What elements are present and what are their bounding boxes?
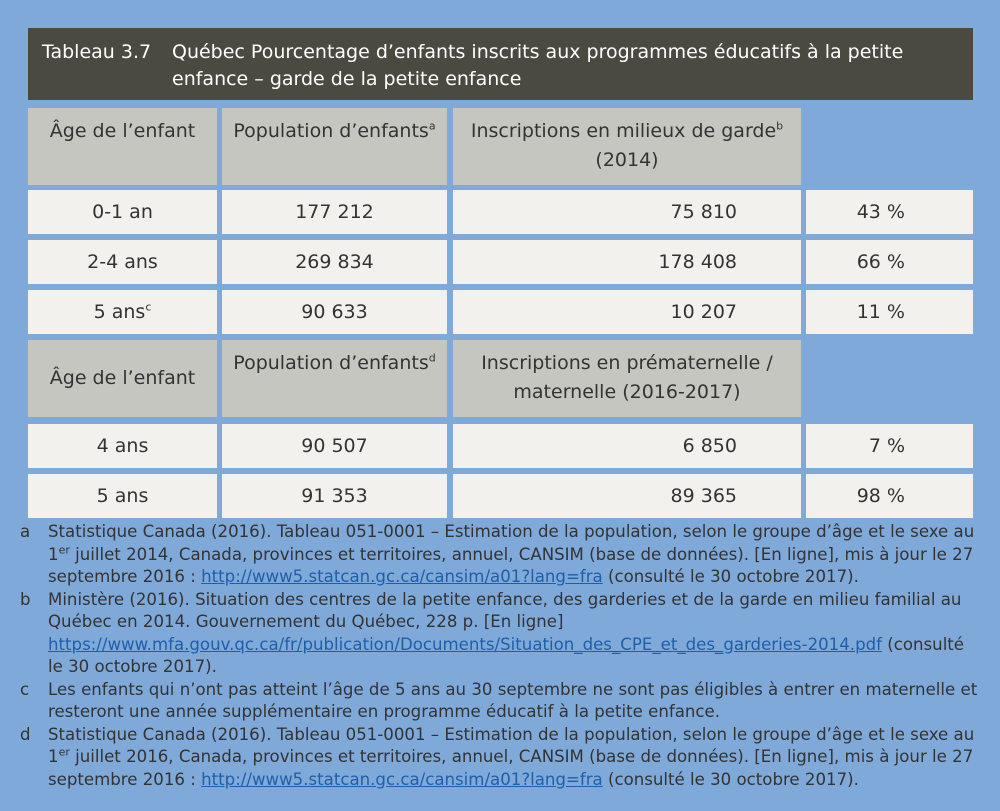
table2-row-1-population — [222, 424, 447, 468]
footnotes — [20, 521, 980, 791]
header-inscriptions — [453, 108, 801, 185]
cell-text: 5 ans — [93, 301, 146, 323]
header-inscriptions-label: Inscriptions en milieux de garde — [470, 120, 777, 142]
table2-row-2-age — [28, 474, 217, 518]
footnote-b — [20, 589, 980, 679]
cell-text: 11 % — [856, 301, 905, 323]
header2-inscriptions — [453, 340, 801, 417]
table2-row-1-inscriptions — [453, 424, 801, 468]
cell-text: 89 365 — [670, 485, 737, 507]
table-row-2-inscriptions — [453, 240, 801, 284]
cell-text: 75 810 — [670, 201, 737, 223]
header2-population-label: Population d’enfants — [233, 352, 429, 374]
cell-text: 2-4 ans — [87, 251, 158, 273]
cell-text: 98 % — [856, 485, 905, 507]
table-row-2-age — [28, 240, 217, 284]
cell-text: 90 507 — [301, 435, 368, 457]
footnote-ref-d: d — [428, 351, 436, 365]
header2-population — [222, 340, 447, 417]
table-row-3-population — [222, 290, 447, 334]
header2-inscriptions-line2: maternelle (2016-2017) — [513, 381, 741, 403]
cell-text: 4 ans — [96, 435, 149, 457]
statcan-link[interactable]: http://www5.statcan.gc.ca/cansim/a01?lang=fra — [201, 769, 603, 789]
footnote-d — [20, 724, 980, 792]
table-row-1-population — [222, 190, 447, 234]
footnote-ref-b: b — [776, 119, 784, 133]
header-age-label: Âge de l’enfant — [49, 120, 196, 142]
footnote-body — [48, 521, 980, 589]
table-row-3-inscriptions — [453, 290, 801, 334]
footnote-body: Les enfants qui n’ont pas atteint l’âge de 5 ans au 30 septembre ne sont pas éligibles à entrer en maternelle et resteront une année supplémentaire en programme éducatif à la petite enfance. — [48, 679, 978, 721]
table-row-3-percent — [806, 290, 973, 334]
table2-row-2-percent — [806, 474, 973, 518]
table2-row-2-inscriptions — [453, 474, 801, 518]
table2-row-1-percent — [806, 424, 973, 468]
footnote-body — [48, 589, 980, 679]
cell-text: 43 % — [856, 201, 905, 223]
cell-text: 10 207 — [670, 301, 737, 323]
cell-text: 91 353 — [301, 485, 368, 507]
footnote-ref-c: c — [145, 300, 152, 314]
cell-text: 90 633 — [301, 301, 368, 323]
footnote-ref-a: a — [428, 119, 436, 133]
mfa-link[interactable]: https://www.mfa.gouv.qc.ca/fr/publication/Documents/Situation_des_CPE_et_des_garderies-2014.pdf — [48, 634, 882, 654]
footnote-text: Statistique Canada (2016). Tableau 051-0001 – Estimation de la population, selon le groupe d’âge et le sexe au 1 — [48, 724, 975, 766]
cell-text: 5 ans — [96, 485, 149, 507]
footnote-text: (consulté le 30 octobre 2017). — [602, 769, 859, 789]
table2-row-1-age — [28, 424, 217, 468]
footnote-text: juillet 2014, Canada, provinces et territoires, annuel, CANSIM (base de données). [En ligne], mis à jour le 27 septembre 2016 : — [48, 544, 974, 586]
footnote-body — [48, 724, 980, 792]
header2-age — [28, 340, 217, 417]
table-row-1-percent — [806, 190, 973, 234]
table-title-text: Québec Pourcentage d’enfants inscrits aux programmes éducatifs à la petite enfance – garde de la petite enfance — [172, 41, 904, 90]
cell-text: 178 408 — [658, 251, 737, 273]
footnote-a — [20, 521, 980, 589]
footnote-text: (consulté le 30 octobre 2017). — [48, 634, 965, 676]
header-age — [28, 108, 217, 185]
table-row-1-inscriptions — [453, 190, 801, 234]
footnote-c — [20, 679, 980, 724]
table-row-2-population — [222, 240, 447, 284]
ordinal-sup: er — [58, 745, 70, 759]
footnote-text: juillet 2016, Canada, provinces et territoires, annuel, CANSIM (base de données). [En ligne], mis à jour le 27 septembre 2016 : — [48, 747, 974, 789]
table-number: Tableau 3.7 — [42, 41, 152, 63]
table-row-1-age — [28, 190, 217, 234]
table-row-3-age — [28, 290, 217, 334]
footnote-letter: c — [20, 679, 30, 699]
footnote-letter: d — [20, 724, 31, 744]
footnote-text: Ministère (2016). Situation des centres de la petite enfance, des garderies et de la garde en milieu familial au Québec en 2014. Gouvernement du Québec, 228 p. [En ligne] — [48, 589, 962, 631]
cell-text: 7 % — [868, 435, 905, 457]
header2-inscriptions-line1: Inscriptions en prématernelle / — [481, 352, 773, 374]
header-population-label: Population d’enfants — [233, 120, 429, 142]
table-title — [28, 28, 973, 100]
cell-text: 6 850 — [682, 435, 737, 457]
footnote-letter: b — [20, 589, 31, 609]
cell-text: 66 % — [856, 251, 905, 273]
header-inscriptions-year: (2014) — [595, 149, 659, 171]
ordinal-sup: er — [58, 542, 70, 556]
footnote-text: (consulté le 30 octobre 2017). — [602, 567, 859, 586]
footnote-text: Statistique Canada (2016). Tableau 051-0001 – Estimation de la population, selon le groupe d’âge et le sexe au 1 — [48, 522, 975, 564]
cell-text: 177 212 — [295, 201, 374, 223]
table2-row-2-population — [222, 474, 447, 518]
cell-text: 0-1 an — [92, 201, 153, 223]
table-row-2-percent — [806, 240, 973, 284]
statcan-link[interactable]: http://www5.statcan.gc.ca/cansim/a01?lang=fra — [201, 567, 603, 586]
footnote-letter: a — [20, 522, 31, 541]
cell-text: 269 834 — [295, 251, 374, 273]
header-population — [222, 108, 447, 185]
header2-age-label: Âge de l’enfant — [49, 367, 196, 389]
